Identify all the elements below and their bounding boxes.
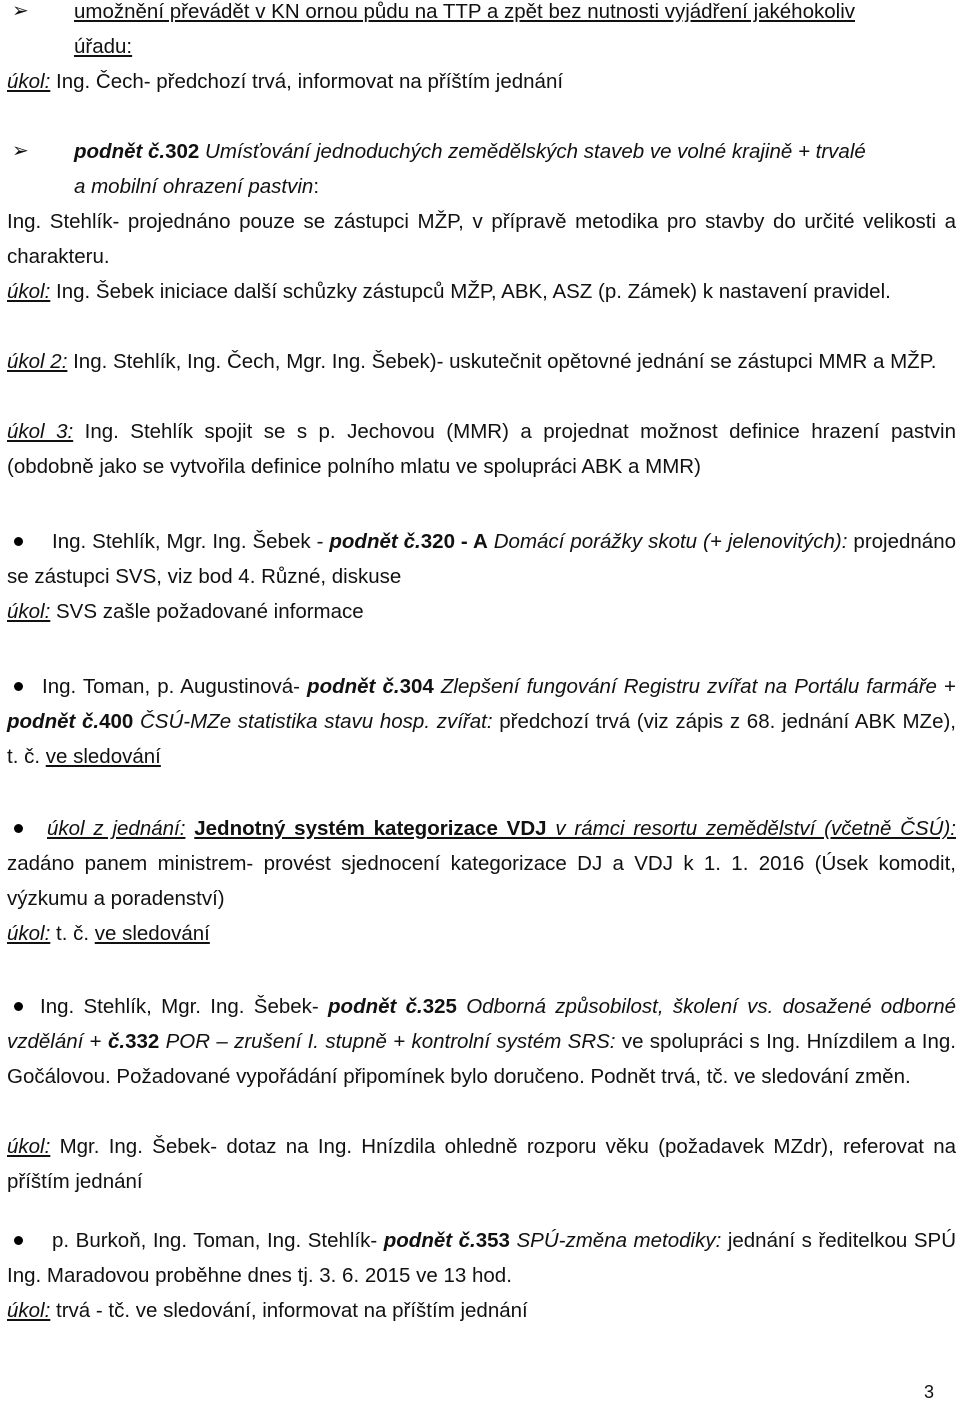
paragraph-text: předchozí trvá (viz zápis z 68. jednání ABK MZe), t. č. — [7, 710, 956, 768]
task-title: Jednotný systém kategorizace VDJ — [194, 817, 547, 840]
item-kn-ukol — [7, 64, 956, 99]
podnet-label: podnět č. — [383, 1229, 476, 1252]
podnet-number: 325 — [422, 995, 457, 1018]
arrow-bullet-icon: ➢ — [12, 0, 29, 22]
podnet-number: 332 — [125, 1030, 160, 1053]
ukol-text: Ing. Šebek iniciace další schůzky zástupců MŽP, ABK, ASZ (p. Zámek) k nastavení pravidel. — [50, 280, 891, 303]
item-title-line2: úřadu: — [74, 35, 133, 58]
page-number: 3 — [923, 1382, 934, 1402]
ukol-text: trvá - tč. ve sledování, informovat na příštím jednání — [50, 1299, 528, 1322]
ukol-label: úkol: — [7, 1299, 51, 1322]
ukol-label: úkol: — [7, 600, 51, 623]
item-vdj-ukol — [7, 916, 956, 951]
podnet-number: 400 — [99, 710, 134, 733]
ukol-text: t. č. — [50, 922, 95, 945]
podnet-number: 353 — [475, 1229, 510, 1252]
podnet-label: podnět č. — [307, 675, 400, 698]
paragraph-text: projednáno se zástupci SVS, viz bod 4. Různé, diskuse — [7, 530, 957, 588]
paragraph-text: ve spolupráci s Ing. Hnízdilem a Ing. Gočálovou. Požadované vypořádání připomínek bylo doručeno. Podnět trvá, tč. ve sledování změn. — [7, 1030, 956, 1088]
persons: Ing. Stehlík, Mgr. Ing. Šebek - — [52, 530, 330, 553]
podnet-label: č. — [107, 1030, 126, 1053]
item-302-ukol2 — [7, 344, 956, 379]
item-302-ukol1 — [7, 274, 956, 309]
podnet-title: Umísťování jednoduchých zemědělských staveb ve volné krajině + trvalé — [199, 140, 866, 163]
item-podnet-320 — [7, 524, 956, 594]
ukol-label: úkol: — [7, 70, 51, 93]
arrow-bullet-icon: ➢ — [12, 140, 29, 162]
ukol-text: Ing. Stehlík, Ing. Čech, Mgr. Ing. Šebek)- uskutečnit opětovné jednání se zástupci MMR a MŽP. — [67, 350, 937, 373]
paragraph-text: zadáno panem ministrem- provést sjednocení kategorizace DJ a VDJ k 1. 1. 2016 (Úsek komodit, výzkumu a poradenství) — [7, 852, 956, 910]
podnet-label: podnět č. — [328, 995, 423, 1018]
plus-sign: + — [936, 675, 957, 698]
item-320-ukol — [7, 594, 956, 629]
persons: Ing. Toman, p. Augustinová- — [42, 675, 308, 698]
item-podnet-304-400 — [7, 669, 956, 774]
podnet-label: podnět č. — [74, 140, 166, 163]
podnet-title: Odborná způsobilost, školení vs. dosažené odborné vzdělání — [7, 995, 957, 1053]
colon: : — [313, 175, 320, 198]
podnet-label: podnět č. — [7, 710, 100, 733]
ukol-text: Ing. Stehlík spojit se s p. Jechovou (MMR) a projednat možnost definice hrazení pastvin (obdobně jako se vytvořila definice polního mlatu ve spolupráci ABK a MMR) — [7, 420, 956, 478]
ukol-label: úkol z jednání: — [47, 817, 186, 840]
persons: Ing. Stehlík, Mgr. Ing. Šebek- — [40, 995, 329, 1018]
ukol-label: úkol 3: — [7, 420, 74, 443]
item-podnet-353 — [7, 1223, 956, 1293]
plus-sign: + — [83, 1030, 108, 1053]
task-title-rest: v rámci resortu zemědělství (včetně ČSÚ): — [546, 817, 956, 840]
podnet-title-cont: a mobilní ohrazení pastvin — [74, 175, 314, 198]
item-kategorizace-vdj — [7, 811, 956, 916]
item-302-ukol3 — [7, 414, 956, 484]
podnet-number: 302 — [165, 140, 200, 163]
podnet-number: 320 - A — [420, 530, 488, 553]
status-text: ve sledování — [45, 745, 161, 768]
podnet-title: Zlepšení fungování Registru zvířat na Portálu farmáře — [433, 675, 937, 698]
podnet-title: ČSÚ-MZe statistika stavu hosp. zvířat: — [133, 710, 493, 733]
item-kn-orna-puda — [74, 0, 956, 64]
item-353-ukol — [7, 1293, 956, 1328]
item-title-line1: umožnění převádět v KN ornou půdu na TTP a zpět bez nutnosti vyjádření jakéhokoliv — [74, 0, 855, 23]
ukol-label: úkol: — [7, 1135, 51, 1158]
item-325-ukol — [7, 1129, 956, 1199]
item-302-text — [7, 204, 956, 274]
ukol-text: SVS zašle požadované informace — [50, 600, 364, 623]
podnet-label: podnět č. — [329, 530, 421, 553]
podnet-title: POR – zrušení I. stupně + kontrolní systém SRS: — [159, 1030, 616, 1053]
persons: p. Burkoň, Ing. Toman, Ing. Stehlík- — [52, 1229, 384, 1252]
ukol-label: úkol: — [7, 280, 51, 303]
item-podnet-325-332 — [7, 989, 956, 1094]
podnet-title: SPÚ-změna metodiky: — [509, 1229, 722, 1252]
paragraph-text: Ing. Stehlík- projednáno pouze se zástupci MŽP, v přípravě metodika pro stavby do určité velikosti a charakteru. — [7, 210, 956, 268]
paragraph-text: jednání s ředitelkou SPÚ Ing. Maradovou proběhne dnes tj. 3. 6. 2015 ve 13 hod. — [7, 1229, 957, 1287]
podnet-title: Domácí porážky skotu (+ jelenovitých): — [487, 530, 848, 553]
ukol-label: úkol: — [7, 922, 51, 945]
status-text: ve sledování — [94, 922, 210, 945]
item-podnet-302-title — [74, 134, 956, 204]
podnet-number: 304 — [399, 675, 434, 698]
ukol-label: úkol 2: — [7, 350, 68, 373]
ukol-text: Mgr. Ing. Šebek- dotaz na Ing. Hnízdila ohledně rozporu věku (požadavek MZdr), referovat na příštím jednání — [7, 1135, 956, 1193]
ukol-text: Ing. Čech- předchozí trvá, informovat na příštím jednání — [50, 70, 564, 93]
